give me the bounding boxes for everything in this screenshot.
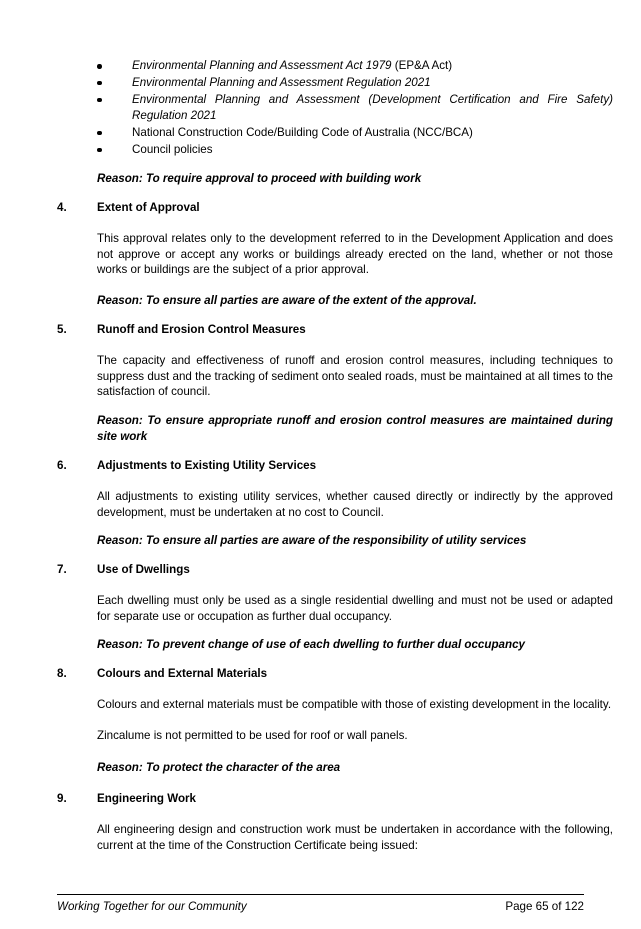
bullet-icon xyxy=(97,98,102,103)
section-6-heading: Adjustments to Existing Utility Services xyxy=(97,459,317,472)
bullet-icon xyxy=(97,131,102,136)
bullet-italic-text: Environmental Planning and Assessment Act 1979 xyxy=(132,59,392,72)
bullet-icon xyxy=(97,81,102,86)
section-8-number: 8. xyxy=(57,667,67,680)
footer-tagline: Working Together for our Community xyxy=(57,900,247,913)
section-7-heading: Use of Dwellings xyxy=(97,563,190,576)
section-4-reason: Reason: To ensure all parties are aware of the extent of the approval. xyxy=(97,294,477,307)
section-9-number: 9. xyxy=(57,792,67,805)
section-7-body: Each dwelling must only be used as a single residential dwelling and must not be used or adapted for separate use or occupation as further dual occupancy. xyxy=(97,594,613,623)
section-4-number: 4. xyxy=(57,201,67,214)
section-9-heading: Engineering Work xyxy=(97,792,196,805)
bullet-icon xyxy=(97,148,102,153)
section-6-body: All adjustments to existing utility services, whether caused directly or indirectly by the approved development, must be undertaken at no cost to Council. xyxy=(97,490,613,519)
section-7-reason: Reason: To prevent change of use of each dwelling to further dual occupancy xyxy=(97,638,525,651)
bullet-plain-text: Council policies xyxy=(132,142,213,156)
footer-divider xyxy=(57,894,584,895)
reason-3: Reason: To require approval to proceed with building work xyxy=(97,172,422,185)
section-9-body: All engineering design and construction work must be undertaken in accordance with the following, current at the time of the Construction Certificate being issued: xyxy=(97,823,613,852)
bullet-icon xyxy=(97,64,102,69)
section-8-body: Colours and external materials must be compatible with those of existing development in the locality. xyxy=(97,698,612,711)
section-7-number: 7. xyxy=(57,563,67,576)
section-6-reason: Reason: To ensure all parties are aware of the responsibility of utility services xyxy=(97,534,527,547)
page-number: Page 65 of 122 xyxy=(505,900,584,913)
legislation-bullet-list xyxy=(97,58,613,159)
list-item xyxy=(97,125,613,141)
bullet-plain-text: (EP&A Act) xyxy=(391,59,453,72)
section-8-heading: Colours and External Materials xyxy=(97,667,268,680)
bullet-plain-text: National Construction Code/Building Code of Australia (NCC/BCA) xyxy=(132,125,473,139)
section-8-reason: Reason: To protect the character of the area xyxy=(97,761,341,774)
bullet-italic-text: Environmental Planning and Assessment (Development Certification and Fire Safety) Regulation 2021 xyxy=(132,92,613,122)
list-item xyxy=(97,58,613,74)
bullet-italic-text: Environmental Planning and Assessment Regulation 2021 xyxy=(132,75,431,89)
section-8-body-2: Zincalume is not permitted to be used for roof or wall panels. xyxy=(97,729,408,742)
list-item xyxy=(97,92,613,123)
section-5-reason: Reason: To ensure appropriate runoff and erosion control measures are maintained during site work xyxy=(97,414,613,443)
section-5-heading: Runoff and Erosion Control Measures xyxy=(97,323,306,336)
section-6-number: 6. xyxy=(57,459,67,472)
section-4-heading: Extent of Approval xyxy=(97,201,200,214)
list-item xyxy=(97,142,613,158)
section-5-body: The capacity and effectiveness of runoff and erosion control measures, including techniques to suppress dust and the tracking of sediment onto sealed roads, must be maintained at all times to the satisfaction of council. xyxy=(97,354,613,399)
section-5-number: 5. xyxy=(57,323,67,336)
list-item xyxy=(97,75,613,91)
section-4-body: This approval relates only to the development referred to in the Development Application and does not approve or accept any works or buildings already erected on the land, whether or not those works or buildings are the subject of a prior approval. xyxy=(97,232,613,277)
